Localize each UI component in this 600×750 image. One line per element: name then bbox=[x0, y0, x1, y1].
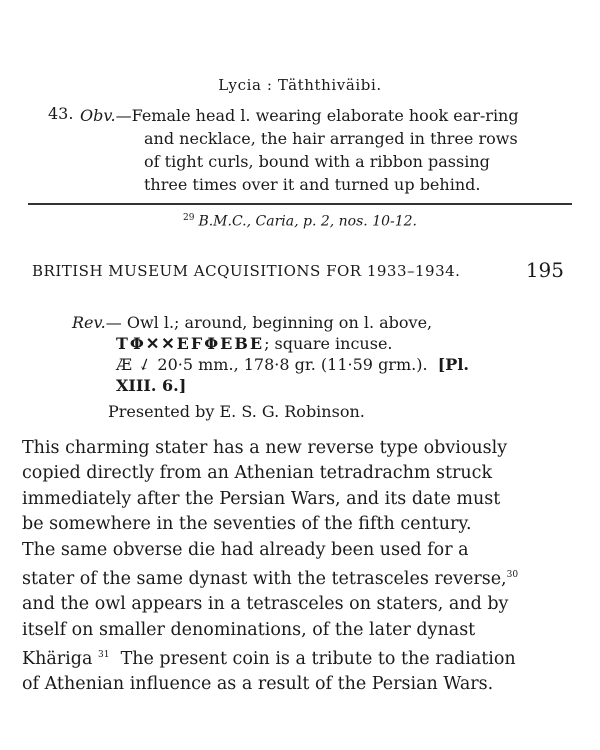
reverse-description bbox=[72, 312, 572, 396]
obverse-line-4: three times over it and turned up behind. bbox=[144, 175, 481, 194]
footnote-29 bbox=[0, 213, 600, 230]
body-line-6: stater of the same dynast with the tetrasceles reverse,$^{30}$ bbox=[22, 568, 519, 589]
horizontal-rule bbox=[28, 203, 572, 205]
body-line-5: The same obverse die had already been used for a bbox=[22, 539, 469, 560]
footnote-text: B.M.C., Caria, p. 2, nos. 10-12. bbox=[198, 213, 418, 230]
plate-reference-cont: XIII. 6.] bbox=[116, 376, 187, 395]
obverse-description bbox=[80, 104, 560, 196]
reverse-line-3 bbox=[72, 354, 572, 375]
body-line-10: of Athenian influence as a result of the Persian Wars. bbox=[22, 674, 494, 695]
obverse-line-2: and necklace, the hair arranged in three rows bbox=[144, 129, 518, 148]
body-line-1: This charming stater has a new reverse type obviously bbox=[22, 438, 508, 458]
metal-symbol: Æ bbox=[116, 355, 133, 374]
body-line-3: immediately after the Persian Wars, and its date must bbox=[22, 488, 501, 509]
obverse-line-1: Obv.—Female head l. wearing elaborate hook ear-ring bbox=[80, 106, 519, 125]
reverse-line-4 bbox=[72, 375, 572, 396]
body-line-7: and the owl appears in a tetrasceles on staters, and by bbox=[22, 594, 509, 615]
reverse-line-1: Rev.— Owl l.; around, beginning on l. above, bbox=[72, 313, 433, 332]
lycian-legend: ΤΦ✕✕ΕϜΦΕΒΕ bbox=[116, 334, 265, 353]
footnote-marker: 29 bbox=[182, 213, 195, 223]
measurements: 20·5 mm., 178·8 gr. (11·59 grm.). bbox=[157, 355, 428, 374]
reverse-line-2: ΤΦ✕✕ΕϜΦΕΒΕ; square incuse. bbox=[116, 334, 393, 353]
footnote-ref-31: 31 bbox=[97, 650, 110, 661]
obverse-line-3: of tight curls, bound with a ribbon passing bbox=[144, 152, 490, 171]
entry-number: 43. bbox=[48, 104, 74, 123]
die-axis-arrow-icon: ↓ bbox=[135, 353, 155, 376]
body-line-2: copied directly from an Athenian tetradrachm struck bbox=[22, 463, 493, 484]
plate-reference: [Pl. bbox=[437, 355, 469, 374]
reverse-label: Rev. bbox=[72, 313, 106, 332]
body-line-8: itself on smaller denominations, of the later dynast bbox=[22, 619, 476, 640]
body-line-9: Khäriga $^{31}$ The present coin is a tribute to the radiation bbox=[22, 648, 516, 669]
footnote-ref-30: 30 bbox=[506, 570, 519, 581]
page-number: 195 bbox=[525, 258, 564, 282]
presented-by: Presented by E. S. G. Robinson. bbox=[108, 402, 365, 421]
body-line-4: be somewhere in the seventies of the fifth century. bbox=[22, 514, 472, 535]
commentary-paragraph bbox=[22, 436, 578, 698]
obverse-label: Obv. bbox=[80, 106, 116, 125]
section-heading: Lycia : Täththiväibi. bbox=[218, 76, 382, 94]
running-head-title: BRITISH MUSEUM ACQUISITIONS FOR 1933–1934. bbox=[32, 262, 461, 280]
